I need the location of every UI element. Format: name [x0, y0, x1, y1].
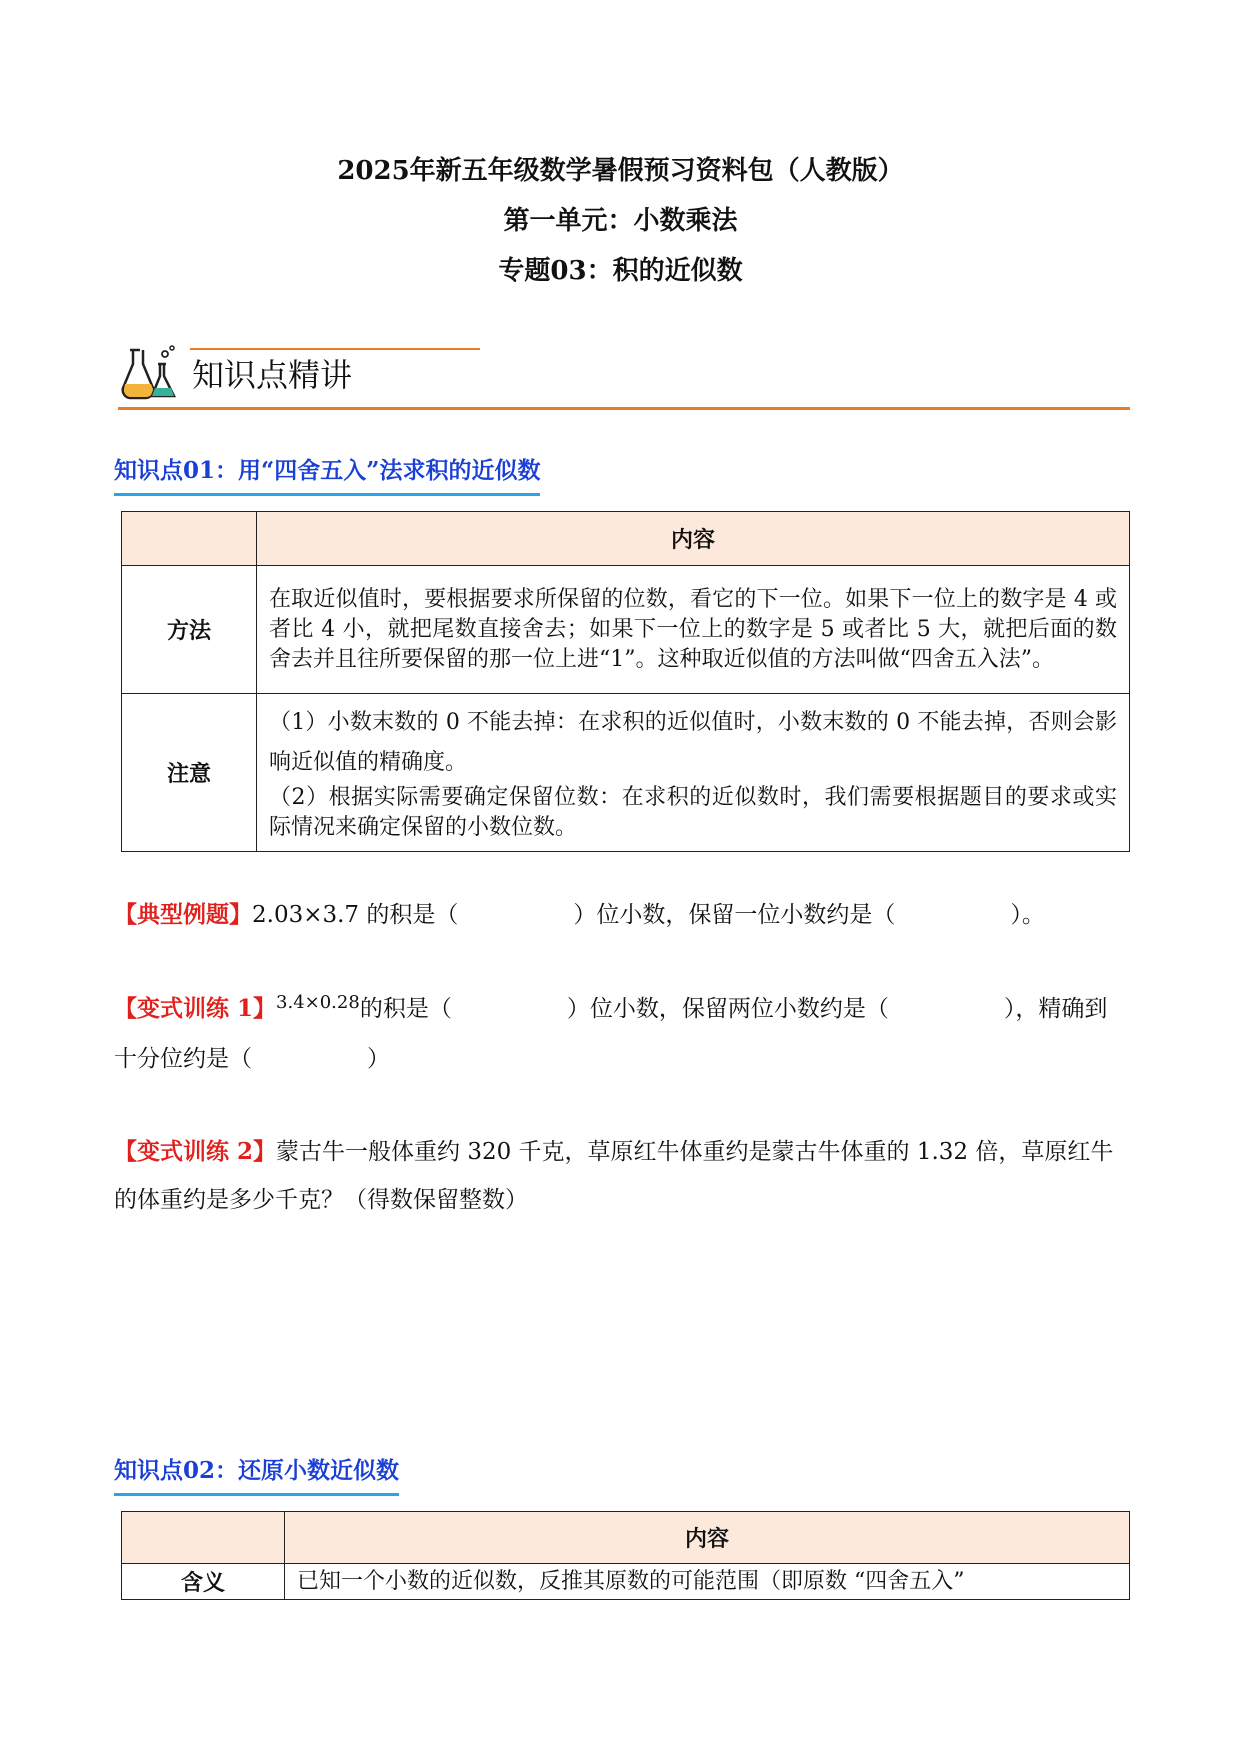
variant-2-tag: 【变式训练 2】	[114, 1138, 277, 1165]
doc-title: 2025年新五年级数学暑假预习资料包（人教版）	[337, 156, 904, 186]
section-banner	[118, 338, 1130, 410]
kp1-row-text-method: 在取近似值时，要根据要求所保留的位数，看它的下一位。如果下一位上的数字是 4 或者比 4 小，就把尾数直接舍去；如果下一位上的数字是 5 或者比 5 大，就把后面的数舍去并且往所要保留的那一位上进“1”。这种取近似值的方法叫做“四舍五入法”。	[257, 566, 1130, 694]
kp2-row-text-meaning: 已知一个小数的近似数，反推其原数的可能范围（即原数 “四舍五入”	[285, 1564, 1130, 1600]
example-text: 2.03×3.7 的积是（ ）位小数，保留一位小数约是（ ）。	[252, 902, 1045, 928]
banner-rule	[118, 407, 1130, 410]
kp2-table	[121, 1511, 1130, 1600]
example-question	[114, 891, 1130, 939]
variant-2-question	[114, 1128, 1130, 1224]
kp2-row-label-meaning: 含义	[122, 1564, 285, 1600]
example-tag: 【典型例题】	[114, 901, 252, 928]
variant-1-expression: 3.4×0.28	[276, 992, 360, 1013]
flask-icon	[118, 344, 178, 402]
kp1-heading: 知识点01：用“四舍五入”法求积的近似数	[114, 452, 540, 496]
section-label: 知识点精讲	[192, 356, 353, 394]
kp1-note-1: （1）小数末数的 0 不能去掉：在求积的近似值时，小数末数的 0 不能去掉，否则会影响近似值的精确度。	[269, 709, 1117, 775]
kp2-table-corner	[122, 1512, 285, 1564]
variant-1-tag: 【变式训练 1】	[114, 995, 277, 1022]
unit-title: 第一单元：小数乘法	[503, 206, 738, 236]
variant-1-question	[114, 985, 1130, 1083]
kp2-table-header: 内容	[285, 1512, 1130, 1564]
kp2-heading: 知识点02：还原小数近似数	[114, 1452, 399, 1496]
kp1-table	[121, 511, 1130, 852]
variant-1-text: 的积是（ ）位小数，保留两位小数约是（ ），精确到十分位约是（ ）	[114, 996, 1108, 1072]
kp1-table-corner	[122, 512, 257, 566]
kp1-table-header: 内容	[257, 512, 1130, 566]
kp1-row-text-note	[257, 694, 1130, 852]
variant-2-text: 蒙古牛一般体重约 320 千克，草原红牛体重约是蒙古牛体重的 1.32 倍，草原红牛的体重约是多少千克？（得数保留整数）	[114, 1139, 1114, 1213]
topic-title: 专题03：积的近似数	[498, 256, 743, 286]
kp1-row-label-method: 方法	[122, 566, 257, 694]
kp1-row-label-note: 注意	[122, 694, 257, 852]
kp1-note-2: （2）根据实际需要确定保留位数：在求积的近似数时，我们需要根据题目的要求或实际情况来确定保留的小数位数。	[269, 784, 1117, 840]
